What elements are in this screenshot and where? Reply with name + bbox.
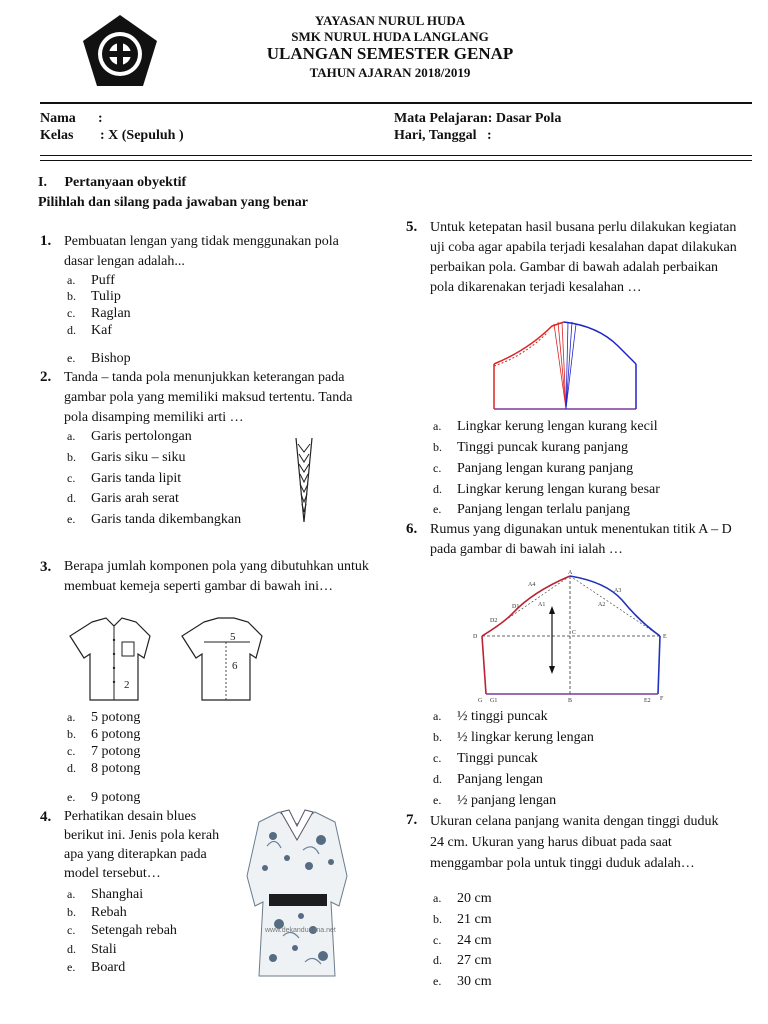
- q5-number: 5.: [406, 219, 418, 235]
- blouse-watermark: www.dekandunana.net: [265, 927, 336, 934]
- school-name: SMK NURUL HUDA LANGLANG: [291, 29, 489, 44]
- exam-title: ULANGAN SEMESTER GENAP: [266, 44, 514, 63]
- point-A4: A4: [528, 582, 536, 588]
- q5-option-d[interactable]: d. Lingkar kerung lengan kurang besar: [433, 482, 660, 497]
- q6-option-e[interactable]: e. ½ panjang lengan: [433, 793, 557, 808]
- q5-option-b[interactable]: b. Tinggi puncak kurang panjang: [433, 440, 628, 455]
- q1-option-e[interactable]: e. Bishop: [67, 351, 131, 366]
- point-G1: G1: [490, 698, 498, 704]
- q2-option-e[interactable]: e. Garis tanda dikembangkan: [67, 512, 242, 527]
- q7-option-d[interactable]: d. 27 cm: [433, 953, 492, 968]
- q4-option-c[interactable]: c. Setengah rebah: [67, 923, 177, 938]
- q2-option-a[interactable]: a. Garis pertolongan: [67, 429, 192, 444]
- point-A1: A1: [538, 602, 546, 608]
- shirt-pattern-figure: [64, 614, 276, 706]
- q3-option-c[interactable]: c. 7 potong: [67, 744, 141, 759]
- q6-option-d[interactable]: d. Panjang lengan: [433, 772, 543, 787]
- q1-option-d[interactable]: d. Kaf: [67, 323, 112, 338]
- q1-number: 1.: [40, 233, 52, 249]
- shirt-number-2: 2: [124, 679, 130, 691]
- point-C: C: [572, 630, 577, 636]
- q3-text: Berapa jumlah komponen pola yang dibutuhkan untuk membuat kemeja seperti gambar di bawah ini…: [64, 559, 369, 594]
- q2-text: Tanda – tanda pola menunjukkan keterangan pada gambar pola yang memiliki maksud tertentu. Tanda pola disamping memiliki arti …: [64, 370, 353, 425]
- class-value: : X (Sepuluh ): [100, 128, 184, 143]
- q5-option-a[interactable]: a. Lingkar kerung lengan kurang kecil: [433, 419, 658, 434]
- q4-text: Perhatikan desain blues berikut ini. Jenis pola kerah apa yang diterapkan pada model tersebut…: [64, 809, 220, 881]
- q3-option-e[interactable]: e. 9 potong: [67, 790, 141, 805]
- pleat-mark-figure: [292, 436, 316, 524]
- point-A3: A3: [614, 588, 622, 594]
- q5-text: Untuk ketepatan hasil busana perlu dilakukan kegiatan uji coba agar apabila terjadi kesalahan dapat dilakukan perbaikan pola. Gambar di bawah adalah perbaikan pola dikarenakan terjadi kesalahan …: [430, 220, 737, 295]
- q1-option-c[interactable]: c. Raglan: [67, 306, 131, 321]
- q6-option-a[interactable]: a. ½ tinggi puncak: [433, 709, 548, 724]
- name-colon: :: [98, 111, 103, 126]
- q6-number: 6.: [406, 521, 418, 537]
- shirt-number-6: 6: [232, 660, 238, 672]
- q3-option-b[interactable]: b. 6 potong: [67, 727, 141, 742]
- name-label: Nama: [40, 111, 76, 126]
- q2-number: 2.: [40, 369, 52, 385]
- shirt-number-5: 5: [230, 631, 236, 643]
- point-G: G: [478, 698, 483, 704]
- q7-text: Ukuran celana panjang wanita dengan tinggi duduk 24 cm. Ukuran yang harus dibuat pada saat menggambar pola untuk tinggi duduk adalah…: [430, 814, 719, 871]
- q3-option-a[interactable]: a. 5 potong: [67, 710, 141, 725]
- day-date: Hari, Tanggal :: [394, 128, 492, 143]
- q7-option-c[interactable]: c. 24 cm: [433, 933, 492, 948]
- point-D1: D1: [512, 604, 520, 610]
- subject: Mata Pelajaran: Dasar Pola: [394, 111, 562, 126]
- q6-option-b[interactable]: b. ½ lingkar kerung lengan: [433, 730, 594, 745]
- q5-option-c[interactable]: c. Panjang lengan kurang panjang: [433, 461, 634, 476]
- q7-number: 7.: [406, 812, 418, 828]
- point-F: F: [660, 696, 664, 702]
- point-B: B: [568, 698, 573, 704]
- q1-text: Pembuatan lengan yang tidak menggunakan pola dasar lengan adalah...: [64, 234, 339, 269]
- class-label: Kelas: [40, 128, 74, 143]
- point-A2: A2: [598, 602, 606, 608]
- q7-option-a[interactable]: a. 20 cm: [433, 891, 492, 906]
- q5-option-e[interactable]: e. Panjang lengan terlalu panjang: [433, 502, 630, 517]
- q4-option-e[interactable]: e. Board: [67, 960, 126, 975]
- q4-option-a[interactable]: a. Shanghai: [67, 887, 144, 902]
- q1-option-a[interactable]: a. Puff: [67, 273, 115, 288]
- sleeve-pattern-figure: [472, 566, 674, 706]
- q6-text: Rumus yang digunakan untuk menentukan titik A – D pada gambar di bawah ini ialah …: [430, 522, 732, 557]
- section-instruction: Pilihlah dan silang pada jawaban yang benar: [38, 195, 308, 210]
- q6-option-c[interactable]: c. Tinggi puncak: [433, 751, 538, 766]
- q7-option-b[interactable]: b. 21 cm: [433, 912, 492, 927]
- section-heading: I. Pertanyaan obyektif: [38, 175, 187, 190]
- point-A: A: [568, 570, 573, 576]
- q4-option-d[interactable]: d. Stali: [67, 942, 117, 957]
- point-D: D: [473, 634, 478, 640]
- point-E: E: [663, 634, 667, 640]
- sleeve-correction-figure: [488, 316, 644, 412]
- academic-year: TAHUN AJARAN 2018/2019: [309, 65, 471, 80]
- info-divider-2: [40, 160, 752, 161]
- q2-option-c[interactable]: c. Garis tanda lipit: [67, 471, 182, 486]
- point-E2: E2: [644, 698, 651, 704]
- info-divider-1: [40, 155, 752, 156]
- q2-option-d[interactable]: d. Garis arah serat: [67, 491, 179, 506]
- point-D2: D2: [490, 618, 498, 624]
- q3-number: 3.: [40, 559, 52, 575]
- q7-option-e[interactable]: e. 30 cm: [433, 974, 492, 989]
- q4-option-b[interactable]: b. Rebah: [67, 905, 127, 920]
- q4-number: 4.: [40, 809, 52, 825]
- header-divider: [40, 102, 752, 104]
- q3-option-d[interactable]: d. 8 potong: [67, 761, 141, 776]
- q2-option-b[interactable]: b. Garis siku – siku: [67, 450, 186, 465]
- q1-option-b[interactable]: b. Tulip: [67, 289, 121, 304]
- blouse-image: [243, 806, 351, 986]
- foundation-name: YAYASAN NURUL HUDA: [314, 13, 466, 28]
